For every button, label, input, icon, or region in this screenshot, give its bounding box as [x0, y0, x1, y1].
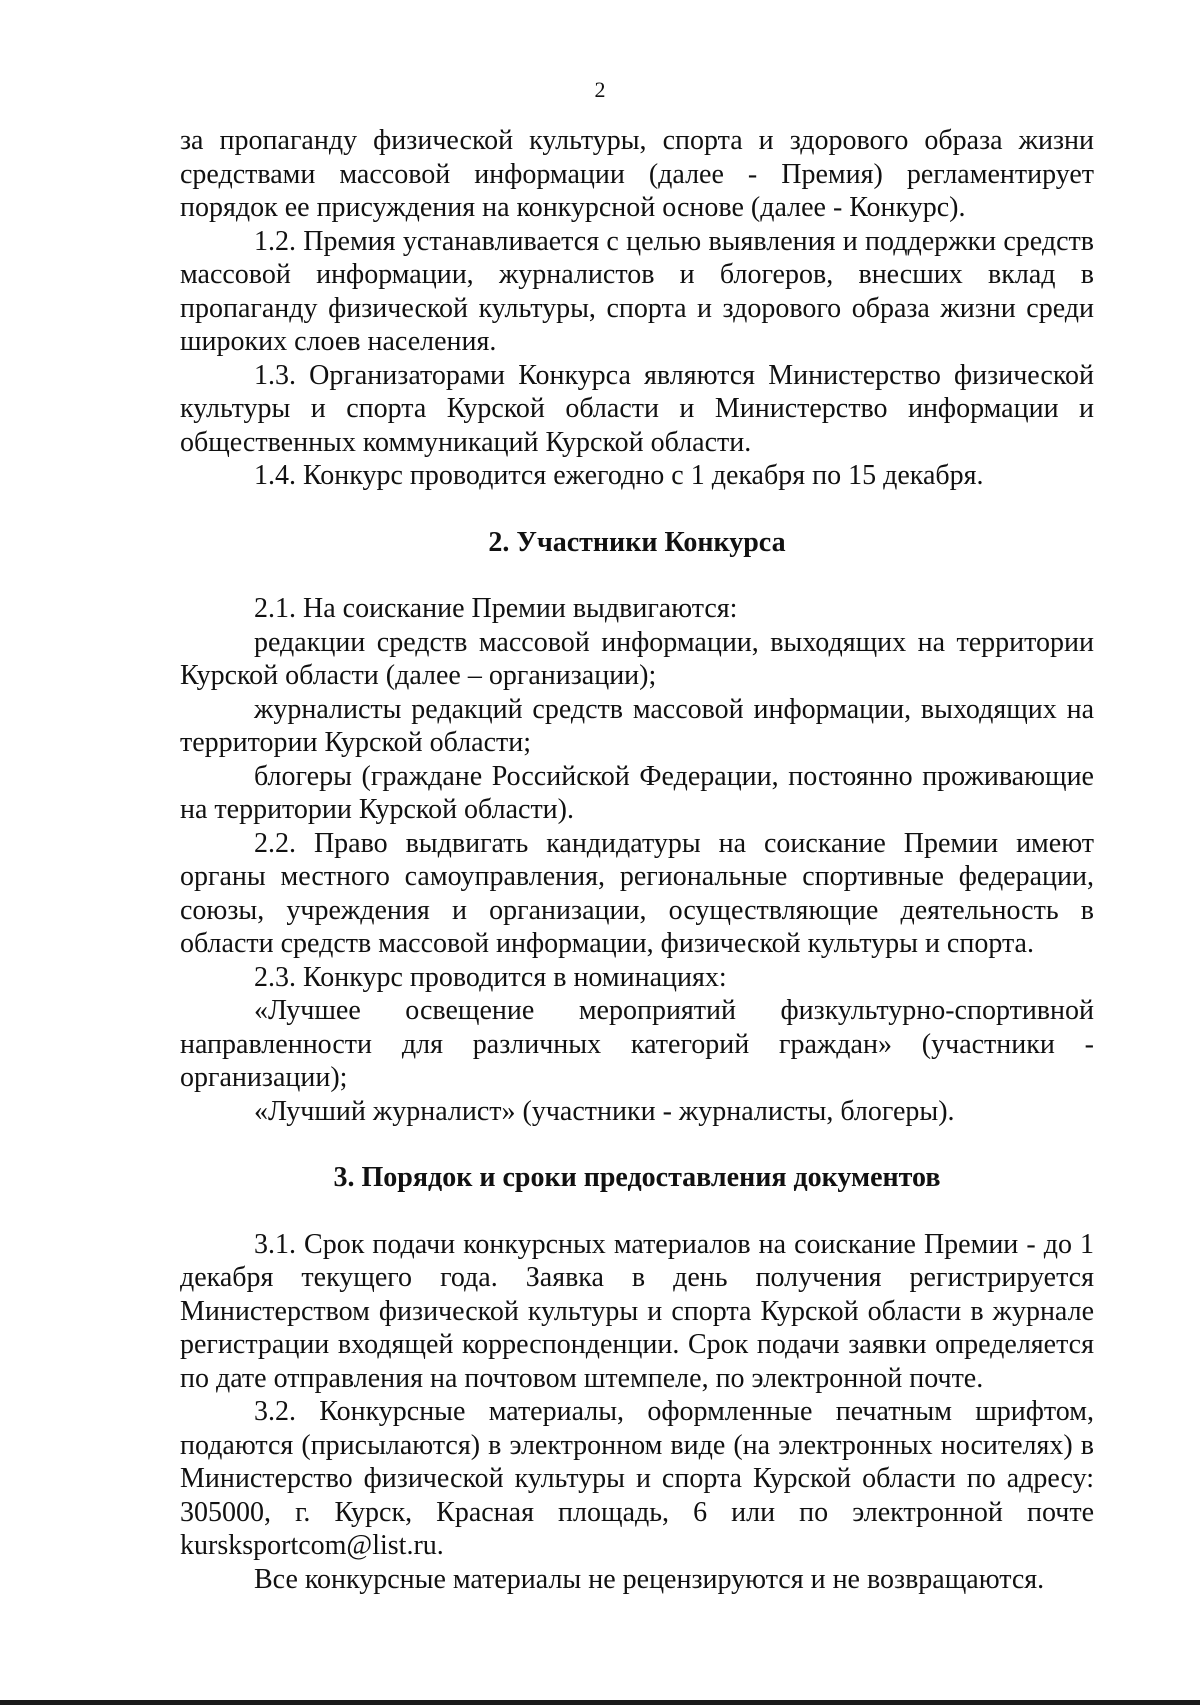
paragraph-1-2: 1.2. Премия устанавливается с целью выявления и поддержки средств массовой информации, журналистов и блогеров, внесших вклад в пропаганду физической культуры, спорта и здорового образа жизни среди широких слоев населения. — [180, 225, 1094, 357]
nomination-best-coverage: «Лучшее освещение мероприятий физкультурно-спортивной направленности для различных категорий граждан» (участники - организации); — [180, 995, 1094, 1093]
paragraph-1-4: 1.4. Конкурс проводится ежегодно с 1 декабря по 15 декабря. — [254, 460, 984, 491]
section-2-heading: 2. Участники Конкурса — [488, 526, 786, 558]
paragraph-3-2: 3.2. Конкурсные материалы, оформленные печатным шрифтом, подаются (присылаются) в электронном виде (на электронных носителях) в Министерство физической культуры и спорта Курской области по адресу: 305000, г. Курск, Красная площадь, 6 или по электронной почте kursksportcom@list.ru. — [180, 1396, 1094, 1561]
paragraph-1-3: 1.3. Организаторами Конкурса являются Министерство физической культуры и спорта Курской области и Министерство информации и общественных коммуникаций Курской области. — [180, 359, 1094, 458]
paragraph-3-2-note: Все конкурсные материалы не рецензируются и не возвращаются. — [254, 1563, 1045, 1595]
page-number: 2 — [594, 77, 606, 102]
paragraph-2-3: 2.3. Конкурс проводится в номинациях: — [254, 961, 727, 993]
paragraph-3-1: 3.1. Срок подачи конкурсных материалов на соискание Премии - до 1 декабря текущего года. Заявка в день получения регистрируется Министерством физической культуры и спорта Курской области в журнале регистрации входящей корреспонденции. Срок подачи заявки определяется по дате отправления на почтовом штемпеле, по электронной почте. — [180, 1228, 1094, 1394]
paragraph-2-1-organizations: редакции средств массовой информации, выходящих на территории Курской области (далее – организации); — [180, 626, 1094, 691]
document-body — [180, 124, 1094, 1596]
page-bottom-border — [0, 1700, 1200, 1705]
section-3-heading: 3. Порядок и сроки предоставления документов — [333, 1162, 941, 1193]
paragraph-2-1-bloggers: блогеры (граждане Российской Федерации, постоянно проживающие на территории Курской области). — [180, 760, 1094, 825]
paragraph-2-1: 2.1. На соискание Премии выдвигаются: — [254, 593, 738, 624]
paragraph-2-2: 2.2. Право выдвигать кандидатуры на соискание Премии имеют органы местного самоуправления, региональные спортивные федерации, союзы, учреждения и организации, осуществляющие деятельность в области средств массовой информации, физической культуры и спорта. — [180, 827, 1094, 959]
paragraph-2-1-journalists: журналисты редакций средств массовой информации, выходящих на территории Курской области; — [180, 693, 1094, 758]
intro-paragraph-1: за пропаганду физической культуры, спорта и здорового образа жизни средствами массовой информации (далее - Премия) регламентирует порядок ее присуждения на конкурсной основе (далее - Конкурс). — [180, 125, 1094, 223]
nomination-best-journalist: «Лучший журналист» (участники - журналисты, блогеры). — [254, 1095, 955, 1127]
